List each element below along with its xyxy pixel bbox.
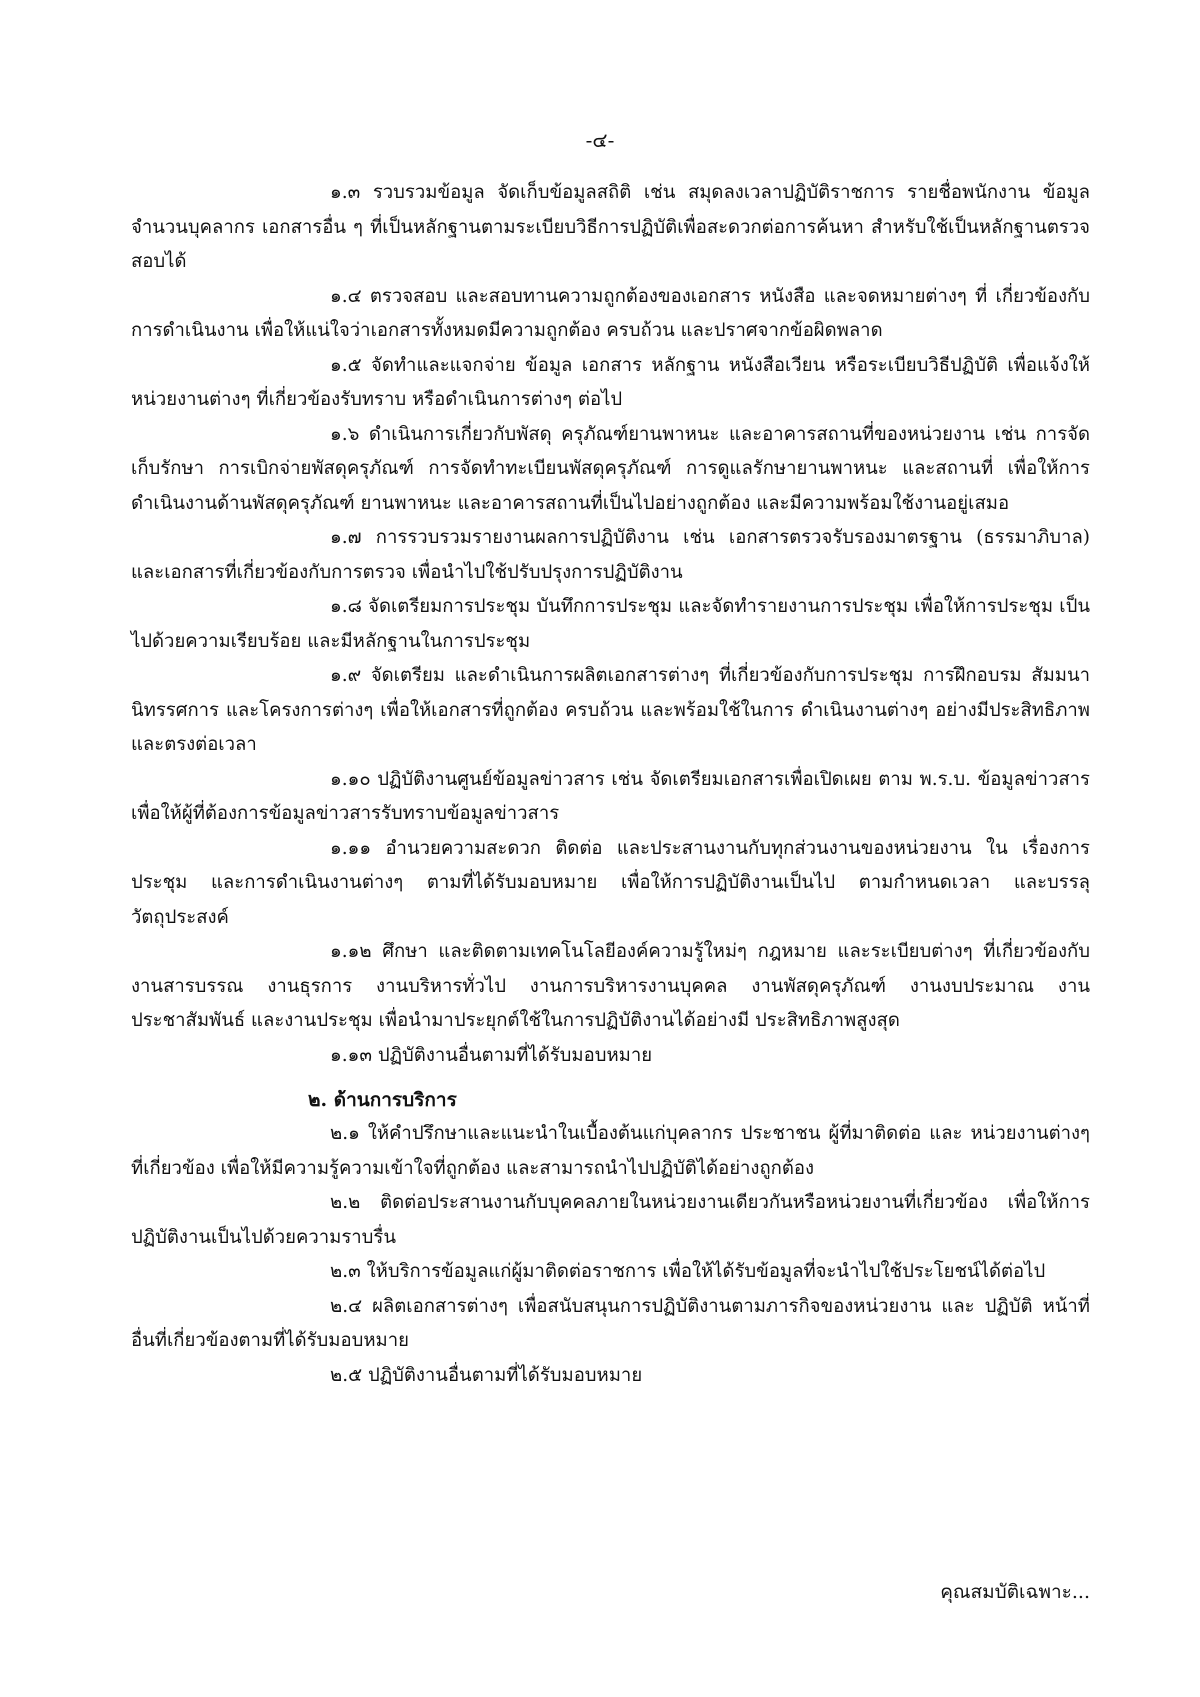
item-1-10: ๑.๑๐ ปฏิบัติงานศูนย์ข้อมูลข่าวสาร เช่น จัดเตรียมเอกสารเพื่อเปิดเผย ตาม พ.ร.บ. ข้อมูลข่าวสาร เพื่อให้ผู้ที่ต้องการข้อมูลข่าวสารรับทราบข้อมูลข่าวสาร bbox=[131, 768, 1090, 824]
continuation-note: คุณสมบัติเฉพาะ... bbox=[940, 1581, 1090, 1603]
item-1-8: ๑.๘ จัดเตรียมการประชุม บันทึกการประชุม และจัดทำรายงานการประชุม เพื่อให้การประชุม เป็นไปด้วยความเรียบร้อย และมีหลักฐานในการประชุม bbox=[131, 596, 1090, 652]
item-1-13: ๑.๑๓ ปฏิบัติงานอื่นตามที่ได้รับมอบหมาย bbox=[330, 1044, 653, 1066]
document-body bbox=[131, 176, 1090, 1393]
item-1-6: ๑.๖ ดำเนินการเกี่ยวกับพัสดุ ครุภัณฑ์ยานพาหนะ และอาคารสถานที่ของหน่วยงาน เช่น การจัดเก็บรักษา การเบิกจ่ายพัสดุครุภัณฑ์ การจัดทำทะเบียนพัสดุครุภัณฑ์ การดูแลรักษายานพาหนะ และสถานที่ เพื่อให้การดำเนินงานด้านพัสดุครุภัณฑ์ ยานพาหนะ และอาคารสถานที่เป็นไปอย่างถูกต้อง และมีความพร้อมใช้งานอยู่เสมอ bbox=[131, 423, 1090, 514]
item-1-9: ๑.๙ จัดเตรียม และดำเนินการผลิตเอกสารต่างๆ ที่เกี่ยวข้องกับการประชุม การฝึกอบรม สัมมนา นิทรรศการ และโครงการต่างๆ เพื่อให้เอกสารที่ถูกต้อง ครบถ้วน และพร้อมใช้ในการ ดำเนินงานต่างๆ อย่างมีประสิทธิภาพ และตรงต่อเวลา bbox=[131, 665, 1090, 755]
item-2-5: ๒.๕ ปฏิบัติงานอื่นตามที่ได้รับมอบหมาย bbox=[330, 1364, 643, 1386]
item-1-5: ๑.๕ จัดทำและแจกจ่าย ข้อมูล เอกสาร หลักฐาน หนังสือเวียน หรือระเบียบวิธีปฏิบัติ เพื่อแจ้งให้หน่วยงานต่างๆ ที่เกี่ยวข้องรับทราบ หรือดำเนินการต่างๆ ต่อไป bbox=[131, 354, 1090, 410]
item-1-4: ๑.๔ ตรวจสอบ และสอบทานความถูกต้องของเอกสาร หนังสือ และจดหมายต่างๆ ที่ เกี่ยวข้องกับการดำเนินงาน เพื่อให้แน่ใจว่าเอกสารทั้งหมดมีความถูกต้อง ครบถ้วน และปราศจากข้อผิดพลาด bbox=[131, 285, 1090, 341]
item-1-11: ๑.๑๑ อำนวยความสะดวก ติดต่อ และประสานงานกับทุกส่วนงานของหน่วยงาน ใน เรื่องการประชุม และการดำเนินงานต่างๆ ตามที่ได้รับมอบหมาย เพื่อให้การปฏิบัติงานเป็นไป ตามกำหนดเวลา และบรรลุวัตถุประสงค์ bbox=[131, 837, 1090, 928]
item-2-4: ๒.๔ ผลิตเอกสารต่างๆ เพื่อสนับสนุนการปฏิบัติงานตามภารกิจของหน่วยงาน และ ปฏิบัติ หน้าที่อื่นที่เกี่ยวข้องตามที่ได้รับมอบหมาย bbox=[131, 1295, 1090, 1351]
item-2-3: ๒.๓ ให้บริการข้อมูลแก่ผู้มาติดต่อราชการ เพื่อให้ได้รับข้อมูลที่จะนำไปใช้ประโยชน์ได้ต่อไป bbox=[330, 1261, 1046, 1282]
item-2-1: ๒.๑ ให้คำปรึกษาและแนะนำในเบื้องต้นแก่บุคลากร ประชาชน ผู้ที่มาติดต่อ และ หน่วยงานต่างๆ ที่เกี่ยวข้อง เพื่อให้มีความรู้ความเข้าใจที่ถูกต้อง และสามารถนำไปปฏิบัติได้อย่างถูกต้อง bbox=[131, 1123, 1090, 1179]
item-2-2: ๒.๒ ติดต่อประสานงานกับบุคคลภายในหน่วยงานเดียวกันหรือหน่วยงานที่เกี่ยวข้อง เพื่อให้การปฏิบัติงานเป็นไปด้วยความราบรื่น bbox=[131, 1192, 1090, 1248]
page-number: -๔- bbox=[585, 128, 615, 152]
section-2-heading: ๒. ด้านการบริการ bbox=[308, 1089, 457, 1111]
item-1-7: ๑.๗ การรวบรวมรายงานผลการปฏิบัติงาน เช่น เอกสารตรวจรับรองมาตรฐาน (ธรรมาภิบาล) และเอกสารที่เกี่ยวข้องกับการตรวจ เพื่อนำไปใช้ปรับปรุงการปฏิบัติงาน bbox=[131, 527, 1090, 583]
item-1-12: ๑.๑๒ ศึกษา และติดตามเทคโนโลยีองค์ความรู้ใหม่ๆ กฎหมาย และระเบียบต่างๆ ที่เกี่ยวข้องกับงานสารบรรณ งานธุรการ งานบริหารทั่วไป งานการบริหารงานบุคคล งานพัสดุครุภัณฑ์ งานงบประมาณ งานประชาสัมพันธ์ และงานประชุม เพื่อนำมาประยุกต์ใช้ในการปฏิบัติงานได้อย่างมี ประสิทธิภาพสูงสุด bbox=[131, 941, 1090, 1031]
item-1-3: ๑.๓ รวบรวมข้อมูล จัดเก็บข้อมูลสถิติ เช่น สมุดลงเวลาปฏิบัติราชการ รายชื่อพนักงาน ข้อมูลจำนวนบุคลากร เอกสารอื่น ๆ ที่เป็นหลักฐานตามระเบียบวิธีการปฏิบัติเพื่อสะดวกต่อการค้นหา สำหรับใช้เป็นหลักฐานตรวจสอบได้ bbox=[131, 182, 1090, 272]
